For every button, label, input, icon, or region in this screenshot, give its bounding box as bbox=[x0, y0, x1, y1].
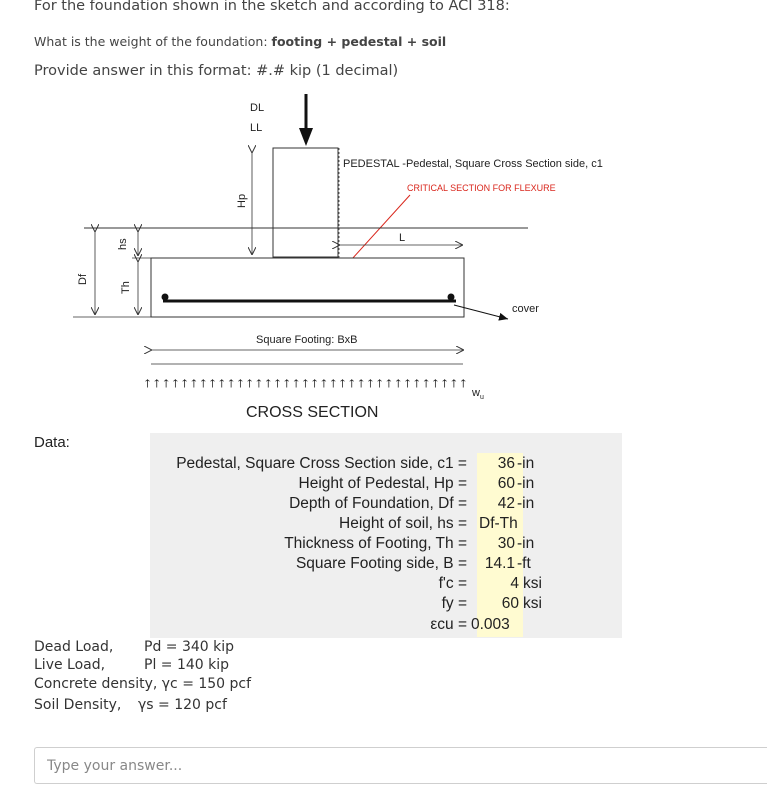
data-heading: Data: bbox=[34, 434, 70, 451]
data-unit: -in bbox=[517, 475, 535, 492]
data-row-label: fy = bbox=[441, 595, 467, 612]
data-unit: -in bbox=[517, 535, 535, 552]
cross-section-title: CROSS SECTION bbox=[246, 404, 379, 421]
critical-section-label: CRITICAL SECTION FOR FLEXURE bbox=[407, 183, 556, 193]
question-main-bold: footing + pedestal + soil bbox=[271, 34, 447, 49]
hs-label: hs bbox=[117, 238, 129, 250]
data-row-label: Depth of Foundation, Df = bbox=[289, 495, 467, 512]
data-table bbox=[150, 433, 622, 638]
rebar-end-right bbox=[448, 294, 455, 301]
data-value: Df-Th bbox=[479, 515, 518, 532]
live-load-value: Pl = 140 kip bbox=[144, 657, 230, 673]
live-load-label: Live Load, bbox=[34, 657, 106, 673]
data-value: 30 bbox=[497, 535, 515, 552]
question-main bbox=[34, 34, 446, 49]
soil-pressure-arrows: ↑↑↑↑↑↑↑↑↑↑↑↑↑↑↑↑↑↑↑↑↑↑↑↑↑↑↑↑↑↑↑↑↑↑↑ bbox=[143, 374, 468, 390]
data-unit: -ft bbox=[517, 555, 531, 572]
concrete-density: Concrete density, γc = 150 pcf bbox=[34, 676, 252, 692]
hp-label: Hp bbox=[236, 193, 248, 208]
data-value: 60 bbox=[497, 475, 515, 492]
data-value: 4 bbox=[510, 575, 519, 592]
wu-subscript: u bbox=[479, 394, 484, 401]
soil-density-label: Soil Density, bbox=[34, 697, 122, 713]
answer-input[interactable] bbox=[34, 747, 767, 784]
ll-label: LL bbox=[250, 122, 263, 134]
th-label: Th bbox=[120, 281, 132, 294]
data-value: 42 bbox=[497, 495, 515, 512]
load-arrow-head bbox=[299, 128, 313, 146]
data-row-label: Height of Pedestal, Hp = bbox=[298, 475, 467, 492]
rebar-end-left bbox=[162, 294, 169, 301]
pedestal-label: PEDESTAL -Pedestal, Square Cross Section side, c1 bbox=[343, 158, 603, 170]
data-unit: ksi bbox=[523, 595, 542, 612]
data-unit: -in bbox=[517, 455, 535, 472]
answer-format-instructions: Provide answer in this format: #.# kip (1 decimal) bbox=[34, 63, 399, 79]
wu-main: w bbox=[472, 387, 480, 399]
footing-label: Square Footing: BxB bbox=[256, 334, 358, 346]
soil-density-value: γs = 120 pcf bbox=[138, 697, 227, 713]
data-row-label: Thickness of Footing, Th = bbox=[284, 535, 467, 552]
dead-load-label: Dead Load, bbox=[34, 639, 114, 655]
data-value: 0.003 bbox=[471, 616, 510, 633]
question-intro: For the foundation shown in the sketch and according to ACI 318: bbox=[34, 0, 510, 14]
footing-rect bbox=[151, 258, 464, 317]
data-value: 36 bbox=[497, 455, 515, 472]
data-value: 14.1 bbox=[484, 555, 515, 572]
data-row-label: Height of soil, hs = bbox=[339, 515, 467, 532]
data-row-label: Pedestal, Square Cross Section side, c1 = bbox=[176, 455, 467, 472]
cross-section-diagram bbox=[0, 88, 640, 428]
question-main-prefix: What is the weight of the foundation: bbox=[34, 34, 272, 49]
cover-label: cover bbox=[512, 303, 539, 315]
l-label: L bbox=[399, 232, 406, 244]
data-row-label: εcu = bbox=[430, 616, 467, 633]
df-label: Df bbox=[77, 274, 89, 285]
dl-label: DL bbox=[250, 102, 265, 114]
data-unit: ksi bbox=[523, 575, 542, 592]
data-value: 60 bbox=[501, 595, 519, 612]
wu-label bbox=[471, 387, 484, 401]
data-row-label: f'c = bbox=[438, 575, 467, 592]
dead-load-value: Pd = 340 kip bbox=[144, 639, 235, 655]
pedestal-rect bbox=[273, 148, 338, 257]
data-unit: -in bbox=[517, 495, 535, 512]
data-row-label: Square Footing side, B = bbox=[295, 555, 467, 572]
